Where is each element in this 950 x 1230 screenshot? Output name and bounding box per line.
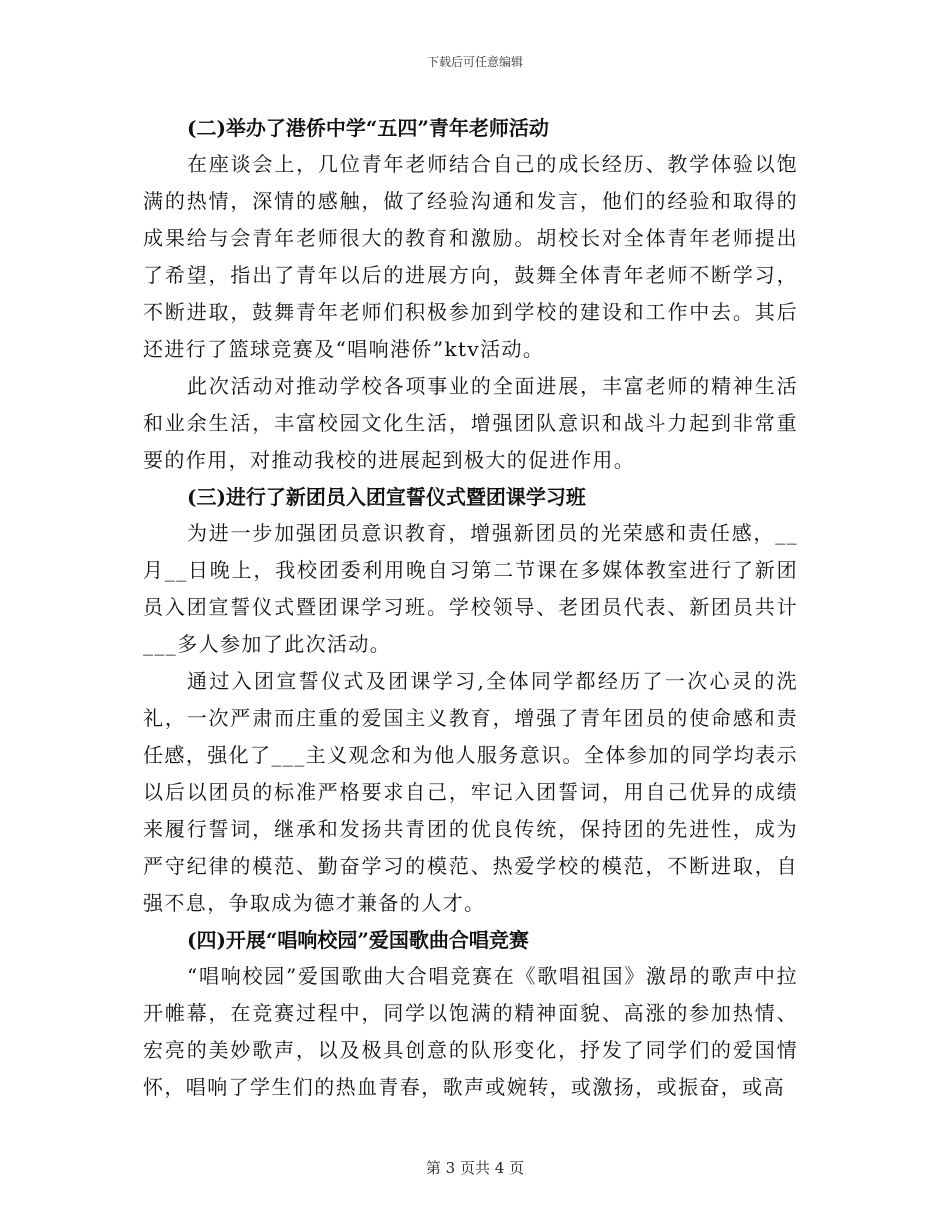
page-number: 第 3 页共 4 页 — [425, 1159, 525, 1177]
paragraph: 此次活动对推动学校各项事业的全面进展，丰富老师的精神生活和业余生活，丰富校园文化生活，增强团队意识和战斗力起到非常重要的作用，对推动我校的进展起到极大的促进作用。 — [143, 374, 798, 472]
section-heading-4: (四)开展“唱响校园”爱国歌曲合唱竞赛 — [187, 928, 529, 952]
section-heading-3: (三)进行了新团员入团宣誓仪式暨团课学习班 — [187, 485, 586, 509]
paragraph: 在座谈会上，几位青年老师结合自己的成长经历、教学体验以饱满的热情，深情的感触，做了经验沟通和发言，他们的经验和取得的成果给与会青年老师很大的教育和激励。胡校长对全体青年老师提出了希望，指出了青年以后的进展方向，鼓舞全体青年老师不断学习，不断进取，鼓舞青年老师们积极参加到学校的建设和工作中去。其后还进行了篮球竞赛及“唱响港侨”ktv活动。 — [143, 152, 798, 361]
paragraph: 通过入团宣誓仪式及团课学习,全体同学都经历了一次心灵的洗礼，一次严肃而庄重的爱国主义教育，增强了青年团员的使命感和责任感，强化了___主义观念和为他人服务意识。全体参加的同学均表示以后以团员的标准严格要求自己，牢记入团誓词，用自己优异的成绩来履行誓词，继承和发扬共青团的优良传统，保持团的先进性，成为严守纪律的模范、勤奋学习的模范、热爱学校的模范，不断进取，自强不息，争取成为德才兼备的人才。 — [143, 669, 798, 915]
page-header: 下载后可任意编辑 — [426, 55, 523, 69]
paragraph: “唱响校园”爱国歌曲大合唱竞赛在《歌唱祖国》激昂的歌声中拉开帷幕，在竞赛过程中，同学以饱满的精神面貌、高涨的参加热情、宏亮的美妙歌声，以及极具创意的队形变化，抒发了同学们的爱国情怀，唱响了学生们的热血青春，歌声或婉转，或激扬，或振奋，或高 — [143, 964, 798, 1099]
paragraph: 为进一步加强团员意识教育，增强新团员的光荣感和责任感，__月__日晚上，我校团委利用晚自习第二节课在多媒体教室进行了新团员入团宣誓仪式暨团课学习班。学校领导、老团员代表、新团员共计___多人参加了此次活动。 — [143, 521, 798, 656]
document-body — [143, 110, 798, 1106]
section-heading-2: (二)举办了港侨中学“五四”青年老师活动 — [187, 116, 549, 140]
